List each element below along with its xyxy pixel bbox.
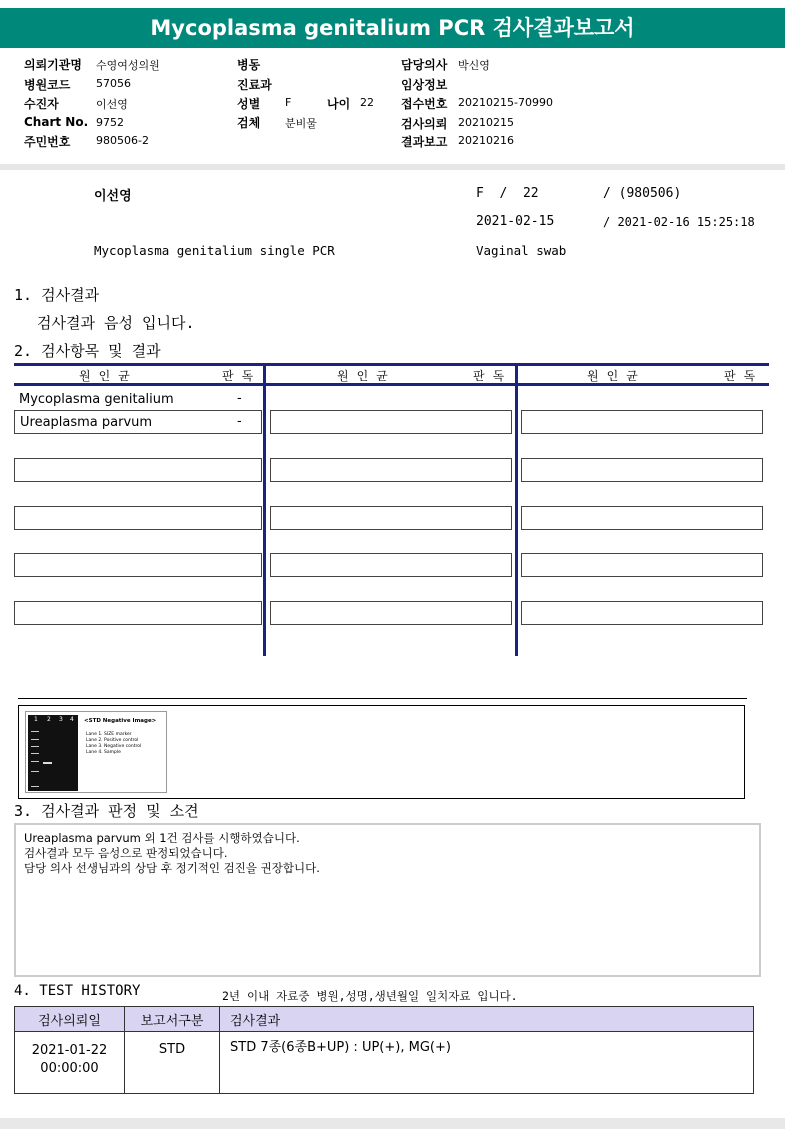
- institution-value: 수영여성의원: [96, 59, 160, 72]
- row4-cell-col2: [270, 506, 512, 530]
- section3-title: 3. 검사결과 판정 및 소견: [14, 802, 199, 820]
- sex-label: 성별: [237, 97, 261, 111]
- gel-photo: [28, 715, 78, 791]
- summary-birth: / (980506): [603, 186, 682, 201]
- marker-band: [31, 731, 39, 732]
- summary-collected: 2021-02-15: [476, 214, 555, 229]
- opinion-text: [24, 831, 320, 876]
- marker-band: [31, 739, 39, 740]
- row4-cell-col1: [14, 506, 262, 530]
- grid-divider-1: [263, 363, 266, 656]
- chart-label: Chart No.: [24, 115, 89, 129]
- summary-reported: / 2021-02-16 15:25:18: [603, 215, 755, 229]
- report-title: Mycoplasma genitalium PCR 검사결과보고서: [0, 8, 785, 48]
- history-result: STD 7종(6종B+UP) : UP(+), MG(+): [220, 1032, 754, 1094]
- positive-control-band: [43, 762, 52, 764]
- result-report-value: 20210216: [458, 134, 514, 147]
- row6-cell-col3: [521, 601, 763, 625]
- hospital-code-value: 57056: [96, 77, 131, 90]
- row3-cell-col3: [521, 458, 763, 482]
- row5-cell-col3: [521, 553, 763, 577]
- section4-title: 4. TEST HISTORY: [14, 983, 141, 999]
- marker-band: [31, 753, 39, 754]
- col2-pathogen-header: 원인균: [337, 369, 396, 383]
- doctor-label: 담당의사: [401, 58, 448, 72]
- history-date-cell: [15, 1032, 125, 1094]
- row6-cell-col1: [14, 601, 262, 625]
- row2-cell-col2: [270, 410, 512, 434]
- patient-value: 이선영: [96, 98, 128, 111]
- clinical-label: 임상정보: [401, 78, 448, 92]
- patient-label: 수진자: [24, 97, 59, 111]
- history-note: 2년 이내 자료중 병원,성명,생년월일 일치자료 입니다.: [222, 989, 518, 1003]
- history-header-type: 보고서구분: [125, 1007, 220, 1032]
- specimen-value: 분비물: [285, 117, 317, 130]
- gel-legend-2: Lane 2. Positive control: [86, 738, 139, 743]
- summary-specimen: Vaginal swab: [476, 243, 567, 258]
- ward-label: 병동: [237, 58, 261, 72]
- header-divider: [0, 164, 785, 170]
- request-label: 검사의뢰: [401, 117, 448, 131]
- section2-title: 2. 검사항목 및 결과: [14, 342, 161, 360]
- marker-band: [31, 771, 39, 772]
- grid-divider-2: [515, 363, 518, 656]
- lane-1-label: 1: [34, 716, 38, 723]
- gel-title: <STD Negative Image>: [84, 718, 157, 724]
- row1-pathogen: Mycoplasma genitalium: [19, 392, 174, 407]
- section1-result-text: 검사결과 음성 입니다.: [37, 314, 195, 332]
- chart-value: 9752: [96, 116, 124, 129]
- history-time: 00:00:00: [40, 1061, 99, 1076]
- gel-legend-1: Lane 1. SIZE marker: [86, 732, 132, 737]
- lane-2-label: 2: [47, 716, 51, 723]
- age-value: 22: [360, 96, 374, 109]
- opinion-box: [14, 823, 761, 977]
- opinion-line-2: 검사결과 모두 음성으로 판정되었습니다.: [24, 846, 228, 860]
- summary-sex-age: F / 22: [476, 186, 539, 201]
- sex-value: F: [285, 96, 292, 109]
- history-header-result: 검사결과: [220, 1007, 754, 1032]
- marker-band: [31, 746, 39, 747]
- col1-pathogen-header: 원인균: [79, 369, 138, 383]
- section1-title: 1. 검사결과: [14, 286, 100, 304]
- summary-name: 이선영: [94, 189, 132, 204]
- row1-result: -: [237, 391, 242, 406]
- specimen-label: 검체: [237, 116, 261, 130]
- col2-judgment-header: 판독: [473, 369, 513, 383]
- row2-pathogen: Ureaplasma parvum: [20, 415, 153, 430]
- receipt-value: 20210215-70990: [458, 96, 553, 109]
- col1-judgment-header: 판독: [222, 369, 262, 383]
- col3-judgment-header: 판독: [724, 369, 764, 383]
- institution-label: 의뢰기관명: [24, 58, 82, 72]
- row5-cell-col2: [270, 553, 512, 577]
- gel-legend-3: Lane 3. Negative control: [86, 744, 142, 749]
- receipt-label: 접수번호: [401, 97, 448, 111]
- gel-legend-4: Lane 4. Sample: [86, 750, 121, 755]
- row6-cell-col2: [270, 601, 512, 625]
- history-type: STD: [125, 1032, 220, 1094]
- id-value: 980506-2: [96, 134, 149, 147]
- row4-cell-col3: [521, 506, 763, 530]
- result-report-label: 결과보고: [401, 135, 448, 149]
- lane-3-label: 3: [59, 716, 63, 723]
- id-label: 주민번호: [24, 135, 71, 149]
- marker-band: [31, 761, 39, 762]
- hospital-code-label: 병원코드: [24, 78, 71, 92]
- dept-label: 진료과: [237, 78, 272, 92]
- row3-cell-col2: [270, 458, 512, 482]
- row2-result: -: [237, 414, 242, 429]
- row3-cell-col1: [14, 458, 262, 482]
- doctor-value: 박신영: [458, 59, 490, 72]
- row5-cell-col1: [14, 553, 262, 577]
- grid-top-line: [14, 363, 769, 366]
- history-header-date: 검사의뢰일: [15, 1007, 125, 1032]
- gel-top-rule: [18, 698, 747, 699]
- age-label: 나이: [327, 97, 351, 111]
- opinion-line-1: Ureaplasma parvum 외 1건 검사를 시행하였습니다.: [24, 831, 300, 845]
- gel-image: [25, 711, 167, 793]
- history-header-row: [15, 1007, 754, 1032]
- summary-test-name: Mycoplasma genitalium single PCR: [94, 243, 335, 258]
- row2-cell-col1: [14, 410, 262, 434]
- table-row: [15, 1032, 754, 1094]
- history-table: [14, 1006, 754, 1094]
- history-date: 2021-01-22: [31, 1043, 108, 1058]
- col3-pathogen-header: 원인균: [587, 369, 646, 383]
- request-value: 20210215: [458, 116, 514, 129]
- lane-4-label: 4: [70, 716, 74, 723]
- marker-band: [31, 786, 39, 787]
- footer-bar: [0, 1118, 785, 1129]
- row2-cell-col3: [521, 410, 763, 434]
- opinion-line-3: 담당 의사 선생님과의 상담 후 정기적인 검진을 권장합니다.: [24, 861, 320, 875]
